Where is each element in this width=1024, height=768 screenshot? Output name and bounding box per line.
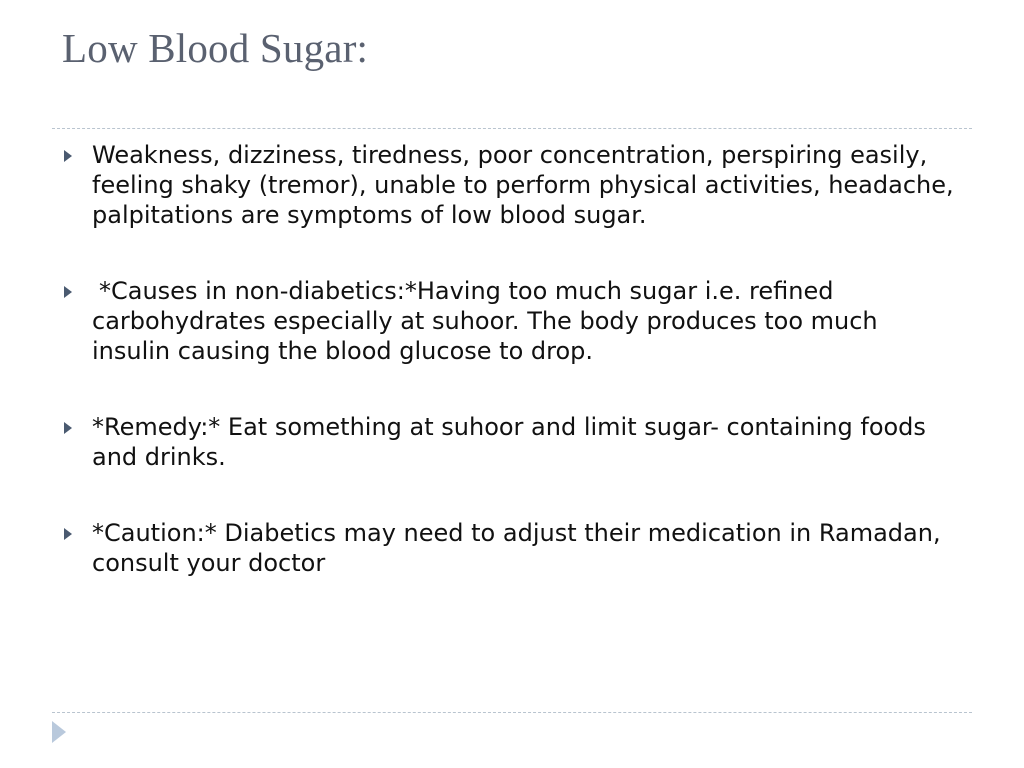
bullet-text: *Remedy:* Eat something at suhoor and limit sugar- containing foods and drinks. [92, 413, 926, 471]
next-arrow-icon[interactable] [52, 721, 66, 743]
bullet-item-caution [62, 518, 962, 578]
triangle-right-icon [64, 422, 72, 434]
bullet-item-causes [62, 276, 962, 366]
triangle-right-icon [64, 150, 72, 162]
triangle-right-icon [64, 528, 72, 540]
bullet-item-remedy [62, 412, 962, 472]
bullet-text: *Caution:* Diabetics may need to adjust their medication in Ramadan, consult your doctor [92, 519, 941, 577]
footer-divider [52, 712, 972, 713]
bullet-list [62, 140, 962, 578]
bullet-text: *Causes in non-diabetics:*Having too much sugar i.e. refined carbohydrates especially at suhoor. The body produces too much insulin causing the blood glucose to drop. [92, 277, 878, 365]
title-divider [52, 128, 972, 129]
slide-title: Low Blood Sugar: [62, 25, 369, 71]
bullet-item-symptoms [62, 140, 962, 230]
triangle-right-icon [64, 286, 72, 298]
bullet-text: Weakness, dizziness, tiredness, poor concentration, perspiring easily, feeling shaky (tremor), unable to perform physical activities, headache, palpitations are symptoms of low blood sugar. [92, 141, 954, 229]
